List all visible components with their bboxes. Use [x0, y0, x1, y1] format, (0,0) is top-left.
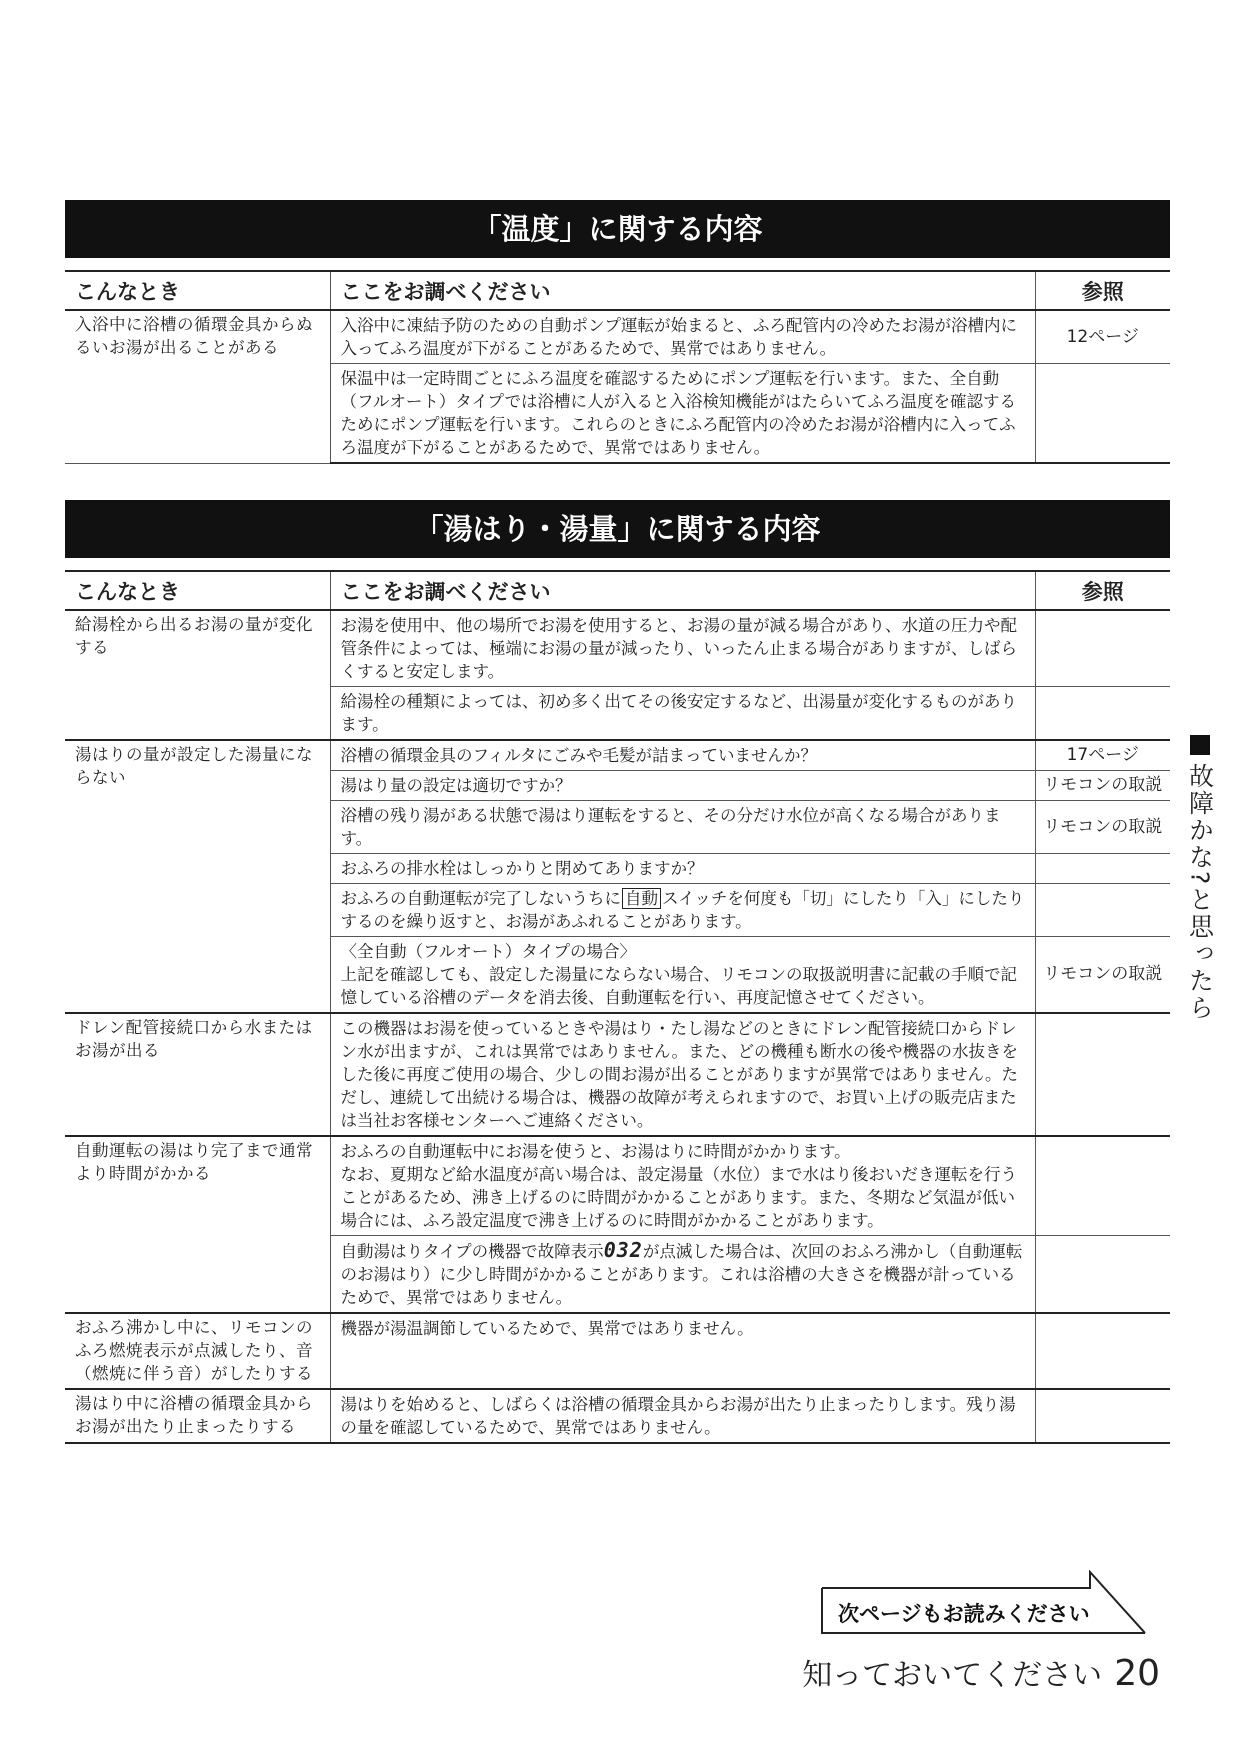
error-code-display: 032: [603, 1238, 643, 1262]
check-text: スイッチを何度も「切」にしたり「入」にしたりするのを繰り返すと、お湯があふれることがあります。: [340, 889, 1025, 931]
temperature-table: [65, 270, 1170, 464]
ref-cell: リモコンの取説: [1035, 771, 1170, 801]
check-cell: おふろの排水栓はしっかりと閉めてありますか？: [330, 854, 1035, 884]
check-cell: お湯を使用中、他の場所でお湯を使用すると、お湯の量が減る場合があり、水道の圧力や配管条件によっては、極端にお湯の量が減ったり、いったん止まる場合がありますが、しばらくすると安定します。: [330, 610, 1035, 687]
header-check: ここをお調べください: [330, 271, 1035, 310]
ref-cell: 12ページ: [1035, 310, 1170, 364]
check-cell: [330, 937, 1035, 1014]
table-row: [65, 1136, 1170, 1236]
ref-cell: [1035, 687, 1170, 741]
header-ref: 参照: [1035, 571, 1170, 610]
page-number: 20: [1114, 1653, 1160, 1694]
ref-cell: [1035, 884, 1170, 937]
fill-table: [65, 570, 1170, 1444]
symptom-cell: 自動運転の湯はり完了まで通常より時間がかかる: [65, 1136, 330, 1313]
table-row: [65, 610, 1170, 687]
symptom-cell: 給湯栓から出るお湯の量が変化する: [65, 610, 330, 740]
symptom-cell: ドレン配管接続口から水またはお湯が出る: [65, 1013, 330, 1136]
check-subheading: 〈全自動（フルオート）タイプの場合〉: [340, 942, 637, 961]
check-cell: 保温中は一定時間ごとにふろ温度を確認するためにポンプ運転を行います。また、全自動（フルオート）タイプでは浴槽に人が入ると入浴検知機能がはたらいてふろ温度を確認するためにポンプ運転を行います。これらのときにふろ配管内の冷めたお湯が浴槽内に入ってふろ温度が下がることがあるためで、異常ではありません。: [330, 364, 1035, 464]
ref-cell: [1035, 610, 1170, 687]
ref-cell: [1035, 1236, 1170, 1314]
check-cell: 浴槽の残り湯がある状態で湯はり運転をすると、その分だけ水位が高くなる場合があります。: [330, 801, 1035, 854]
check-cell: [330, 1236, 1035, 1314]
symptom-cell: 湯はりの量が設定した湯量にならない: [65, 740, 330, 1013]
check-text: おふろの自動運転中にお湯を使うと、お湯はりに時間がかかります。: [340, 1142, 851, 1161]
section-title-fill: 「湯はり・湯量」に関する内容: [65, 500, 1170, 558]
ref-cell: [1035, 1389, 1170, 1443]
check-text: おふろの自動運転が完了しないうちに: [340, 889, 621, 908]
page-footer: [802, 1650, 1160, 1694]
check-text: が点滅した場合は、次回のおふろ沸かし（自動運転のお湯はり）に少し時間がかかることがあります。これは浴槽の大きさを機器が計っているためで、異常ではありません。: [340, 1242, 1023, 1307]
check-cell: [330, 1136, 1035, 1236]
square-marker-icon: [1190, 735, 1210, 755]
section-title-temperature: 「温度」に関する内容: [65, 200, 1170, 258]
check-cell: 湯はりを始めると、しばらくは浴槽の循環金具からお湯が出たり止まったりします。残り湯の量を確認しているためで、異常ではありません。: [330, 1389, 1035, 1443]
ref-cell: リモコンの取説: [1035, 937, 1170, 1014]
table-row: [65, 1313, 1170, 1389]
header-check: ここをお調べください: [330, 571, 1035, 610]
check-cell: [330, 884, 1035, 937]
ref-cell: [1035, 854, 1170, 884]
symptom-cell: おふろ沸かし中に、リモコンのふろ燃焼表示が点滅したり、音（燃焼に伴う音）がしたりする: [65, 1313, 330, 1389]
header-ref: 参照: [1035, 271, 1170, 310]
next-page-label: 次ページもお読みください: [838, 1602, 1090, 1626]
ref-cell: [1035, 364, 1170, 464]
table-row: [65, 1013, 1170, 1136]
check-text: なお、夏期など給水温度が高い場合は、設定湯量（水位）まで水はり後おいだき運転を行うことがあるため、沸き上げるのに時間がかかることがあります。また、冬期など気温が低い場合には、ふろ設定温度で沸き上げるのに時間がかかることがあります。: [340, 1165, 1017, 1230]
symptom-cell: 入浴中に浴槽の循環金具からぬるいお湯が出ることがある: [65, 310, 330, 463]
check-cell: この機器はお湯を使っているときや湯はり・たし湯などのときにドレン配管接続口からドレン水が出ますが、これは異常ではありません。また、どの機種も断水の後や機器の水抜きをした後に再度ご使用の場合、少しの間お湯が出ることがありますが異常ではありません。ただし、連続して出続ける場合は、機器の故障が考えられますので、お買い上げの販売店または当社お客様センターへご連絡ください。: [330, 1013, 1035, 1136]
check-text: 上記を確認しても、設定した湯量にならない場合、リモコンの取扱説明書に記載の手順で記憶している浴槽のデータを消去後、自動運転を行い、再度記憶させてください。: [340, 965, 1017, 1007]
table-header-row: [65, 571, 1170, 610]
footer-title: 知っておいてください: [802, 1658, 1103, 1693]
table-row: [65, 740, 1170, 771]
table-row: [65, 1389, 1170, 1443]
ref-cell: 17ページ: [1035, 740, 1170, 771]
side-tab-label: 故障かな?と思ったら: [1185, 763, 1215, 1022]
check-text: 自動湯はりタイプの機器で故障表示: [340, 1242, 604, 1261]
ref-cell: [1035, 1013, 1170, 1136]
table-row: [65, 310, 1170, 364]
next-page-callout: [820, 1570, 1150, 1635]
ref-cell: リモコンの取説: [1035, 801, 1170, 854]
ref-cell: [1035, 1313, 1170, 1389]
check-cell: 浴槽の循環金具のフィルタにごみや毛髪が詰まっていませんか？: [330, 740, 1035, 771]
ref-cell: [1035, 1136, 1170, 1236]
check-cell: 湯はり量の設定は適切ですか？: [330, 771, 1035, 801]
check-cell: 給湯栓の種類によっては、初め多く出てその後安定するなど、出湯量が変化するものがあります。: [330, 687, 1035, 741]
check-cell: 入浴中に凍結予防のための自動ポンプ運転が始まると、ふろ配管内の冷めたお湯が浴槽内に入ってふろ温度が下がることがあるためで、異常ではありません。: [330, 310, 1035, 364]
table-header-row: [65, 271, 1170, 310]
header-symptom: こんなとき: [65, 571, 330, 610]
header-symptom: こんなとき: [65, 271, 330, 310]
auto-switch-label: 自動: [622, 888, 661, 909]
symptom-cell: 湯はり中に浴槽の循環金具からお湯が出たり止まったりする: [65, 1389, 330, 1443]
side-index-tab: [1180, 735, 1220, 1021]
check-cell: 機器が湯温調節しているためで、異常ではありません。: [330, 1313, 1035, 1389]
